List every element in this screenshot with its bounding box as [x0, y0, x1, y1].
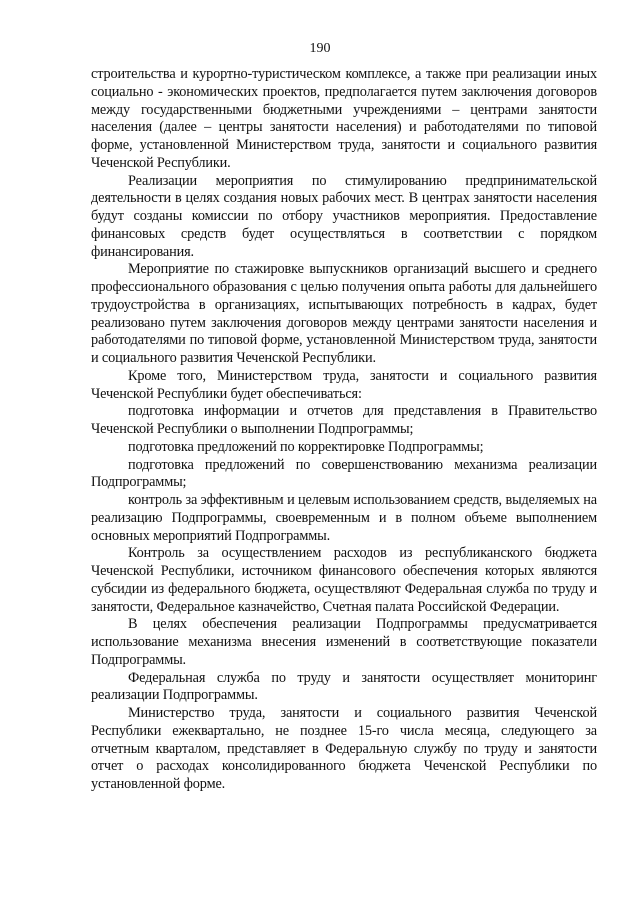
paragraph: контроль за эффективным и целевым использованием средств, выделяемых на реализацию Подпрограммы, своевременным и в полном объеме выполнением основных мероприятий Подпрограммы.: [91, 492, 597, 544]
paragraph: Контроль за осуществлением расходов из республиканского бюджета Чеченской Республики, источником финансового обеспечения которых являются субсидии из федерального бюджета, осуществляют Федеральная служба по труду и занятости, Федеральное казначейство, Счетная палата Российской Федерации.: [91, 545, 597, 615]
paragraph: Министерство труда, занятости и социального развития Чеченской Республики ежеквартально, не позднее 15-го числа месяца, следующего за отчетным кварталом, представляет в Федеральную службу по труду и занятости отчет о расходах консолидированного бюджета Чеченской Республики по установленной форме.: [91, 705, 597, 792]
paragraph: В целях обеспечения реализации Подпрограммы предусматривается использование механизма внесения изменений в соответствующие показатели Подпрограммы.: [91, 616, 597, 668]
paragraph: подготовка предложений по совершенствованию механизма реализации Подпрограммы;: [91, 456, 597, 491]
paragraph: Федеральная служба по труду и занятости осуществляет мониторинг реализации Подпрограммы.: [91, 669, 597, 704]
paragraph: Мероприятие по стажировке выпускников организаций высшего и среднего профессионального образования с целью получения опыта работы для дальнейшего трудоустройства в организациях, испытывающих потребность в кадрах, будет реализовано путем заключения договоров между центрами занятости населения и работодателями по типовой форме, установленной Министерством труда, занятости и социального развития Чеченской Республики.: [91, 261, 597, 366]
paragraph: Кроме того, Министерством труда, занятости и социального развития Чеченской Республики будет обеспечиваться:: [91, 367, 597, 402]
page-number: 190: [309, 41, 331, 56]
paragraph: подготовка информации и отчетов для представления в Правительство Чеченской Республики о выполнении Подпрограммы;: [91, 403, 597, 437]
paragraph: подготовка предложений по корректировке Подпрограммы;: [128, 438, 484, 455]
body-text: [91, 66, 597, 794]
paragraph: Реализации мероприятия по стимулированию предпринимательской деятельности в целях создания новых рабочих мест. В центрах занятости населения будут созданы комиссии по отбору участников мероприятия. Предоставление финансовых средств будет осуществляться в соответствии с порядком финансирования.: [91, 172, 597, 260]
paragraph: строительства и курортно-туристическом комплексе, а также при реализации иных социально - экономических проектов, предполагается путем заключения договоров между государственными бюджетными учреждениями – центрами занятости населения (далее – центры занятости населения) и работодателями по типовой форме, установленной Министерством труда, занятости и социального развития Чеченской Республики.: [91, 66, 597, 171]
